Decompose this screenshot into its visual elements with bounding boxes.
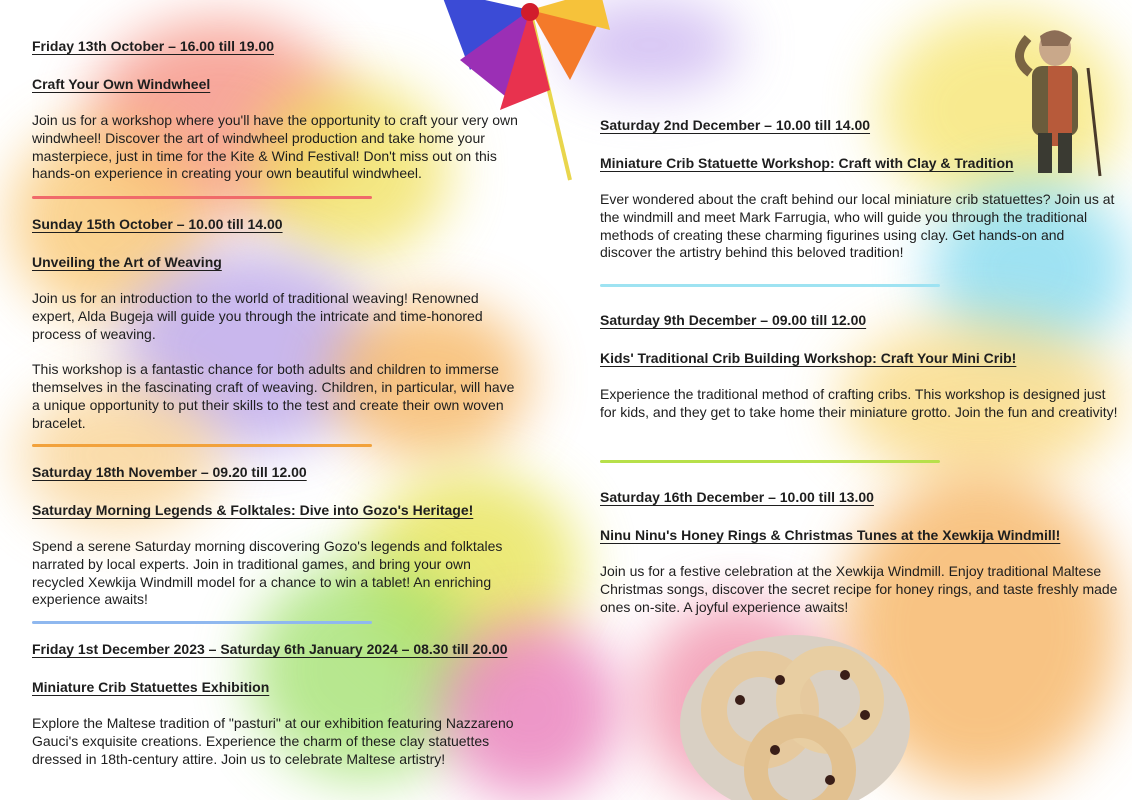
- event-date: Friday 13th October – 16.00 till 19.00: [32, 38, 274, 54]
- event-description: Ever wondered about the craft behind our local miniature crib statuettes? Join us at the windmill and meet Mark Farrugia, who will guide you through the traditional methods of creating these charming figurines using clay. Get hands-on and discover the artistry behind this beloved tradition!: [600, 191, 1115, 261]
- event-date: Saturday 9th December – 09.00 till 12.00: [600, 312, 867, 328]
- event-crib-exhibition: [32, 641, 522, 768]
- event-title: Miniature Crib Statuette Workshop: Craft with Clay & Tradition: [600, 155, 1014, 171]
- event-description: Experience the traditional method of crafting cribs. This workshop is designed just for kids, and they get to take home their miniature grotto. Join the fun and creativity!: [600, 386, 1118, 420]
- event-legends-folktales: [32, 464, 522, 609]
- event-kids-crib-building: [600, 312, 1120, 422]
- event-craft-windwheel: [32, 38, 522, 183]
- event-title: Saturday Morning Legends & Folktales: Dive into Gozo's Heritage!: [32, 502, 474, 518]
- event-description: Join us for an introduction to the world of traditional weaving! Renowned expert, Alda Bugeja will guide you through the intricate and time-honored process of weaving.: [32, 290, 483, 342]
- event-date: Saturday 16th December – 10.00 till 13.00: [600, 489, 874, 505]
- honey-rings-image: [680, 630, 910, 800]
- event-title: Kids' Traditional Crib Building Workshop: Craft Your Mini Crib!: [600, 350, 1017, 366]
- event-date: Sunday 15th October – 10.00 till 14.00: [32, 216, 283, 232]
- event-title: Craft Your Own Windwheel: [32, 76, 211, 92]
- event-title: Miniature Crib Statuettes Exhibition: [32, 679, 270, 695]
- event-date: Friday 1st December 2023 – Saturday 6th January 2024 – 08.30 till 20.00: [32, 641, 508, 657]
- event-weaving: [32, 216, 522, 433]
- divider-blue: [32, 621, 372, 624]
- event-description: Join us for a festive celebration at the Xewkija Windmill. Enjoy traditional Maltese Christmas songs, discover the secret recipe for honey rings, and taste freshly made ones on-site. A joyful experience awaits!: [600, 563, 1118, 615]
- event-description: This workshop is a fantastic chance for both adults and children to immerse themselves in the fascinating craft of weaving. Children, in particular, will have a unique opportunity to put their skills to the test and create their own woven bracelet.: [32, 361, 515, 431]
- event-honey-rings: [600, 489, 1120, 616]
- event-description: Join us for a workshop where you'll have the opportunity to craft your very own windwheel! Discover the art of windwheel production and take home your masterpiece, just in time for the Kite & Wind Festival! Don't miss out on this hands-on experience in creating your own beautiful windwheel.: [32, 112, 518, 182]
- divider-orange: [32, 444, 372, 447]
- event-title: Unveiling the Art of Weaving: [32, 254, 222, 270]
- event-date: Saturday 2nd December – 10.00 till 14.00: [600, 117, 871, 133]
- event-crib-statuette-workshop: [600, 117, 1120, 262]
- event-date: Saturday 18th November – 09.20 till 12.00: [32, 464, 307, 480]
- event-title: Ninu Ninu's Honey Rings & Christmas Tunes at the Xewkija Windmill!: [600, 527, 1061, 543]
- divider-cyan: [600, 284, 940, 287]
- event-description: Explore the Maltese tradition of "pasturi" at our exhibition featuring Nazzareno Gauci's exquisite creations. Experience the charm of these clay statuettes dressed in 18th-century attire. Join us to celebrate Maltese artistry!: [32, 715, 514, 767]
- divider-red: [32, 196, 372, 199]
- divider-green: [600, 460, 940, 463]
- event-description: Spend a serene Saturday morning discovering Gozo's legends and folktales narrated by local experts. Join in traditional games, and bring your own recycled Xewkija Windmill model for a chance to win a tablet! An enriching experience awaits!: [32, 538, 503, 608]
